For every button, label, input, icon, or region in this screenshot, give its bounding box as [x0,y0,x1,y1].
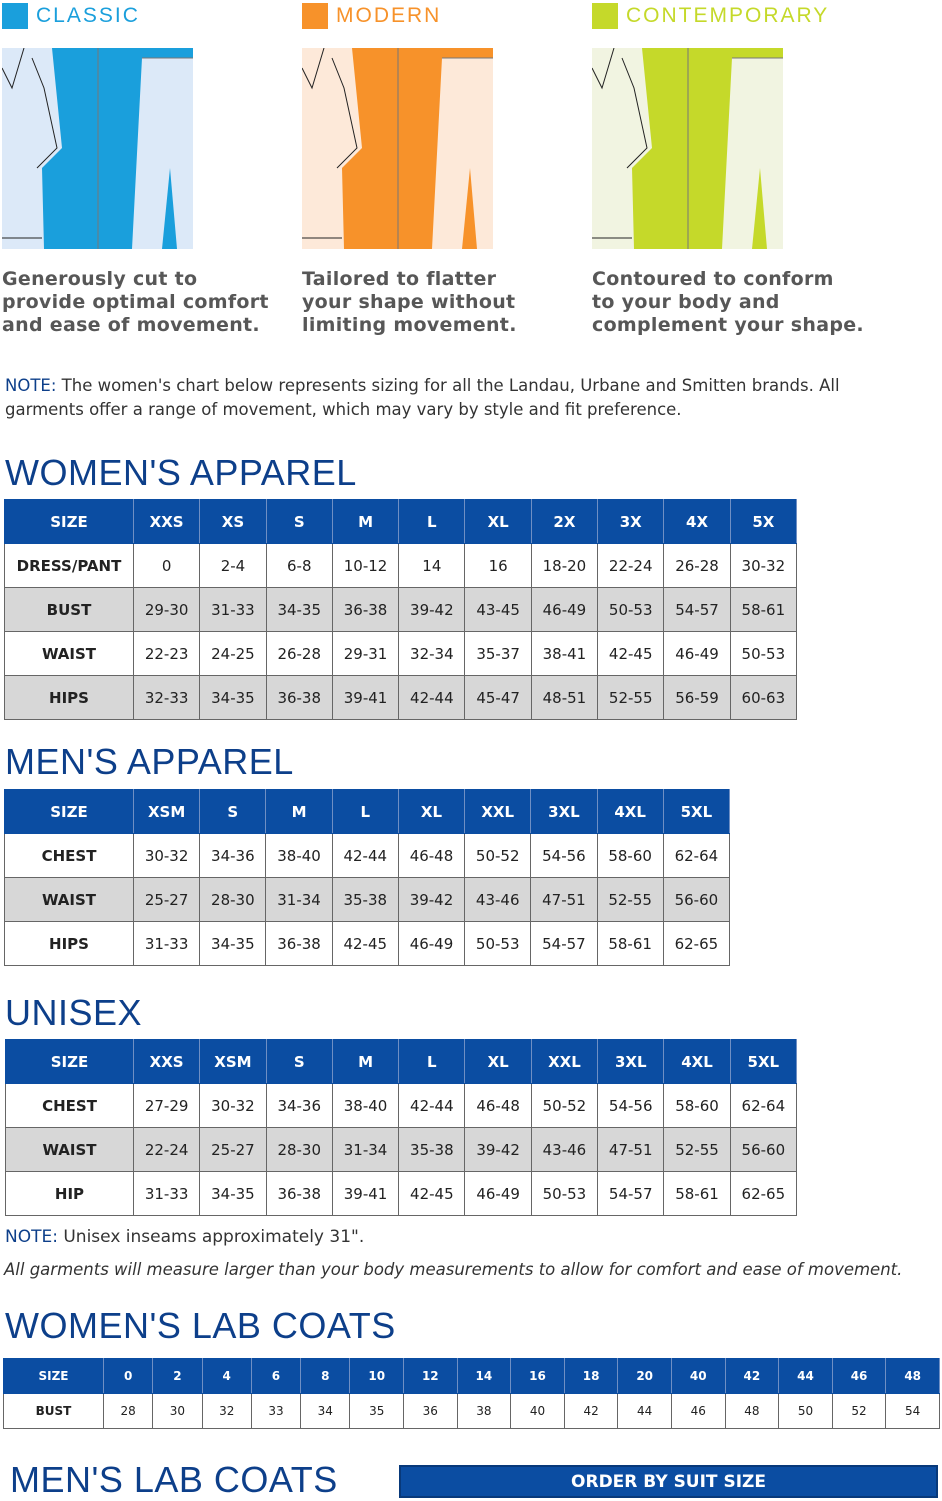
fit-style-title [2,3,140,29]
header-cell: 44 [779,1359,833,1394]
womens-lab-coats-heading: WOMEN'S LAB COATS [5,1305,396,1346]
table-header-row [4,1359,940,1394]
description-line: complement your shape. [592,314,864,336]
description-line: and ease of movement. [2,314,260,336]
header-cell: XS [200,500,266,544]
table-cell: 30-32 [730,544,796,588]
table-cell: 29-30 [134,588,200,632]
color-swatch [2,3,28,29]
header-cell: 2X [531,500,597,544]
mens-lab-coats-heading: MEN'S LAB COATS [10,1459,338,1500]
header-cell: 3XL [598,1040,664,1084]
color-swatch [302,3,328,29]
header-cell: 4XL [597,790,663,834]
description-line: Generously cut to [2,268,198,290]
header-cell: 4XL [664,1040,730,1084]
table-cell: 42-45 [332,922,398,966]
table-cell: 30-32 [200,1084,266,1128]
garment-illustration [2,48,193,249]
table-cell: 36 [404,1394,458,1429]
table-row [5,922,730,966]
header-cell: XXL [531,1040,597,1084]
description-line: limiting movement. [302,314,517,336]
table-cell: 10-12 [332,544,398,588]
table-header-row [5,500,797,544]
header-cell: SIZE [5,790,134,834]
header-cell: XXS [134,500,200,544]
table-cell: 50-52 [531,1084,597,1128]
table-cell: 62-65 [730,1172,796,1216]
unisex-note [5,1225,364,1249]
header-cell: XXS [134,1040,200,1084]
table-cell: 58-61 [664,1172,730,1216]
header-cell: S [266,500,332,544]
table-cell: 52-55 [598,676,664,720]
table-cell: 62-65 [663,922,729,966]
table-cell: 28 [104,1394,153,1429]
row-label: DRESS/PANT [5,544,134,588]
table-cell: 45-47 [465,676,531,720]
header-cell: 40 [671,1359,725,1394]
table-row [5,878,730,922]
table-cell: 42-45 [399,1172,465,1216]
row-label: HIPS [5,922,134,966]
table-row [4,1394,940,1429]
table-cell: 30-32 [134,834,200,878]
table-cell: 35-38 [399,1128,465,1172]
header-cell: 5XL [730,1040,796,1084]
garment-illustration [592,48,783,249]
row-label: WAIST [5,878,134,922]
header-cell: XXL [465,790,531,834]
table-cell: 39-42 [398,878,464,922]
table-cell: 46-49 [465,1172,531,1216]
table-cell: 36-38 [266,922,332,966]
description-line: your shape without [302,291,516,313]
table-cell: 58-60 [597,834,663,878]
mens-size-table [4,789,730,966]
table-cell: 58-60 [664,1084,730,1128]
table-cell: 34-35 [200,676,266,720]
header-cell: SIZE [5,500,134,544]
table-cell: 47-51 [531,878,597,922]
table-cell: 47-51 [598,1128,664,1172]
header-cell: S [200,790,266,834]
table-cell: 31-33 [134,922,200,966]
header-cell: M [266,790,332,834]
table-cell: 35-38 [332,878,398,922]
header-cell: M [332,500,398,544]
table-cell: 0 [134,544,200,588]
header-cell: 18 [564,1359,618,1394]
row-label: WAIST [5,632,134,676]
table-cell: 18-20 [531,544,597,588]
table-cell: 34-36 [266,1084,332,1128]
table-cell: 29-31 [332,632,398,676]
header-cell: 4X [664,500,730,544]
table-cell: 38 [457,1394,511,1429]
table-cell: 58-61 [597,922,663,966]
unisex-heading: UNISEX [5,992,143,1033]
description-line: to your body and [592,291,780,313]
table-cell: 42 [564,1394,618,1429]
table-cell: 22-23 [134,632,200,676]
table-cell: 38-40 [266,834,332,878]
table-cell: 25-27 [200,1128,266,1172]
table-cell: 22-24 [598,544,664,588]
table-cell: 39-41 [332,1172,398,1216]
table-cell: 46-48 [465,1084,531,1128]
header-cell: XSM [134,790,200,834]
header-cell: S [266,1040,332,1084]
table-cell: 42-44 [399,676,465,720]
table-cell: 46-48 [398,834,464,878]
table-cell: 35-37 [465,632,531,676]
header-cell: 46 [832,1359,886,1394]
table-cell: 30 [153,1394,202,1429]
table-cell: 50-53 [598,588,664,632]
header-cell: 12 [404,1359,458,1394]
table-cell: 43-46 [465,878,531,922]
table-cell: 27-29 [134,1084,200,1128]
table-cell: 54-56 [531,834,597,878]
row-label: HIPS [5,676,134,720]
table-cell: 36-38 [332,588,398,632]
header-cell: L [399,1040,465,1084]
header-cell: XSM [200,1040,266,1084]
header-cell: 3XL [531,790,597,834]
table-cell: 16 [465,544,531,588]
unisex-size-table [5,1039,797,1216]
table-cell: 48 [725,1394,779,1429]
table-cell: 39-41 [332,676,398,720]
table-cell: 34-35 [266,588,332,632]
header-cell: 4 [202,1359,251,1394]
table-cell: 39-42 [465,1128,531,1172]
header-cell: 5XL [663,790,729,834]
womens-size-table [4,499,797,720]
table-cell: 38-41 [531,632,597,676]
table-header-row [5,790,730,834]
row-label: CHEST [5,834,134,878]
brand-note [5,374,905,422]
table-cell: 50-52 [465,834,531,878]
table-row [5,588,797,632]
table-cell: 50 [779,1394,833,1429]
header-cell: SIZE [4,1359,104,1394]
table-cell: 50-53 [730,632,796,676]
table-cell: 56-60 [730,1128,796,1172]
table-cell: 62-64 [663,834,729,878]
description-line: Contoured to conform [592,268,834,290]
table-row [6,1128,797,1172]
row-label: HIP [6,1172,134,1216]
table-cell: 31-34 [266,878,332,922]
table-header-row [6,1040,797,1084]
note-label: NOTE: [5,1227,58,1247]
table-cell: 35 [350,1394,404,1429]
table-cell: 34-35 [200,1172,266,1216]
description-line: Tailored to flatter [302,268,497,290]
table-cell: 54-57 [598,1172,664,1216]
table-cell: 42-44 [399,1084,465,1128]
row-label: CHEST [6,1084,134,1128]
table-cell: 44 [618,1394,672,1429]
womens-lab-coats-table [3,1358,940,1429]
row-label: BUST [5,588,134,632]
fit-style-description [302,268,517,337]
description-line: provide optimal comfort [2,291,269,313]
womens-apparel-heading: WOMEN'S APPAREL [5,452,357,493]
color-swatch [592,3,618,29]
note-text: Unisex inseams approximately 31". [57,1227,365,1247]
fit-style-title [302,3,441,29]
header-cell: SIZE [6,1040,134,1084]
table-cell: 62-64 [730,1084,796,1128]
table-cell: 46-49 [664,632,730,676]
table-cell: 31-33 [200,588,266,632]
table-cell: 46-49 [531,588,597,632]
table-cell: 60-63 [730,676,796,720]
header-cell: 48 [886,1359,940,1394]
table-cell: 2-4 [200,544,266,588]
table-cell: 54 [886,1394,940,1429]
table-cell: 50-53 [531,1172,597,1216]
row-label: WAIST [6,1128,134,1172]
table-cell: 32 [202,1394,251,1429]
header-cell: 10 [350,1359,404,1394]
table-cell: 54-57 [664,588,730,632]
table-cell: 14 [399,544,465,588]
header-cell: 3X [598,500,664,544]
mens-apparel-heading: MEN'S APPAREL [5,741,294,782]
table-cell: 28-30 [266,1128,332,1172]
header-cell: 14 [457,1359,511,1394]
table-cell: 50-53 [465,922,531,966]
table-cell: 54-57 [531,922,597,966]
table-row [5,544,797,588]
table-row [5,632,797,676]
table-row [6,1172,797,1216]
table-cell: 56-60 [663,878,729,922]
table-cell: 36-38 [266,676,332,720]
table-cell: 54-56 [598,1084,664,1128]
fit-style-name: CONTEMPORARY [626,4,830,27]
table-cell: 52-55 [597,878,663,922]
table-cell: 26-28 [266,632,332,676]
table-cell: 38-40 [332,1084,398,1128]
table-cell: 6-8 [266,544,332,588]
table-cell: 56-59 [664,676,730,720]
table-cell: 52 [832,1394,886,1429]
table-cell: 36-38 [266,1172,332,1216]
table-cell: 32-34 [399,632,465,676]
table-cell: 32-33 [134,676,200,720]
garment-illustration [302,48,493,249]
order-by-suit-size-button[interactable]: ORDER BY SUIT SIZE [399,1465,938,1498]
fit-style-name: CLASSIC [36,4,140,27]
table-cell: 40 [511,1394,565,1429]
table-cell: 26-28 [664,544,730,588]
header-cell: 0 [104,1359,153,1394]
table-cell: 34-36 [200,834,266,878]
table-row [6,1084,797,1128]
header-cell: M [332,1040,398,1084]
table-cell: 58-61 [730,588,796,632]
header-cell: 5X [730,500,796,544]
header-cell: XL [465,1040,531,1084]
table-cell: 43-45 [465,588,531,632]
table-cell: 42-44 [332,834,398,878]
table-cell: 31-34 [332,1128,398,1172]
header-cell: 42 [725,1359,779,1394]
fit-note: All garments will measure larger than your body measurements to allow for comfort and ease of movement. [4,1260,903,1279]
table-cell: 48-51 [531,676,597,720]
table-cell: 28-30 [200,878,266,922]
fit-style-name: MODERN [336,4,442,27]
table-cell: 42-45 [598,632,664,676]
table-cell: 22-24 [134,1128,200,1172]
header-cell: XL [465,500,531,544]
header-cell: L [332,790,398,834]
table-cell: 39-42 [399,588,465,632]
table-cell: 46 [671,1394,725,1429]
table-cell: 34 [301,1394,350,1429]
fit-style-description [592,268,864,337]
table-row [5,676,797,720]
table-cell: 31-33 [134,1172,200,1216]
note-text: The women's chart below represents sizing for all the Landau, Urbane and Smitten brands. All garments offer a range of movement, which may vary by style and fit preference. [5,376,840,419]
table-cell: 25-27 [134,878,200,922]
header-cell: 20 [618,1359,672,1394]
note-label: NOTE: [5,376,57,395]
fit-style-title [592,3,829,29]
fit-style-description [2,268,269,337]
header-cell: L [399,500,465,544]
table-cell: 33 [251,1394,300,1429]
header-cell: 2 [153,1359,202,1394]
header-cell: 6 [251,1359,300,1394]
row-label: BUST [4,1394,104,1429]
table-row [5,834,730,878]
table-cell: 46-49 [398,922,464,966]
table-cell: 43-46 [531,1128,597,1172]
header-cell: 16 [511,1359,565,1394]
header-cell: 8 [301,1359,350,1394]
table-cell: 24-25 [200,632,266,676]
header-cell: XL [398,790,464,834]
table-cell: 34-35 [200,922,266,966]
table-cell: 52-55 [664,1128,730,1172]
